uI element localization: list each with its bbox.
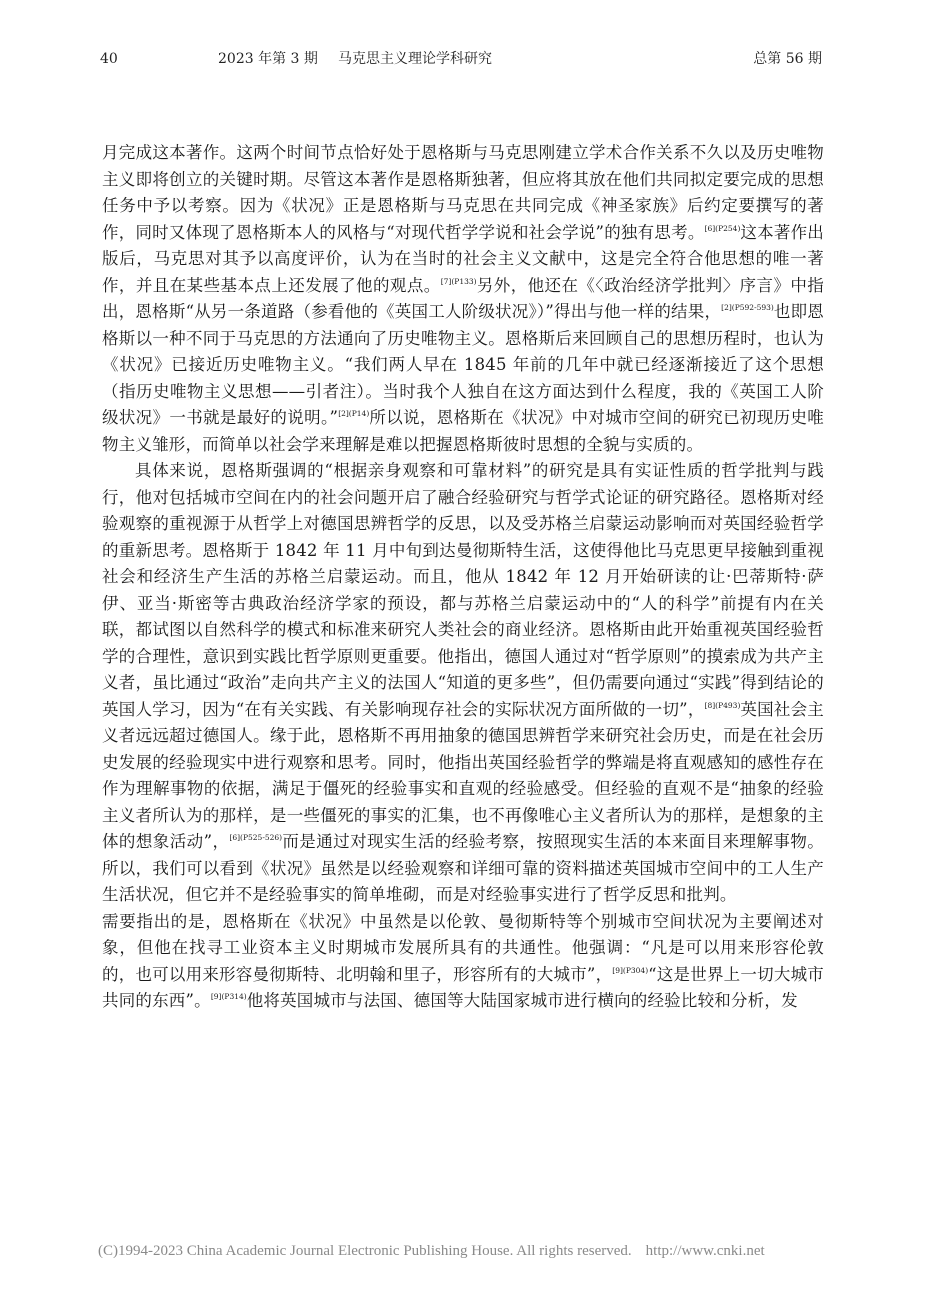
citation-ref: [2](P592-593) xyxy=(721,303,774,312)
page-number: 40 xyxy=(100,51,118,67)
paragraph-text: 需要指出的是，恩格斯在《状况》中虽然是以伦敦、曼彻斯特等个别城市空间状况为主要阐述对象，但他在找寻工业资本主义时期城市发展所具有的共通性。他强调：“凡是可以用来形容伦敦的，也可以用来形容曼彻斯特、北明翰和里子，形容所有的大城市”， xyxy=(102,911,824,984)
total-issue-label: 总第 56 期 xyxy=(753,51,822,67)
citation-ref: [6](P254) xyxy=(704,223,741,233)
citation-ref: [7](P133) xyxy=(440,276,477,286)
paragraph xyxy=(102,458,824,909)
paragraph-text: 月完成这本著作。这两个时间节点恰好处于恩格斯与马克思刚建立学术合作关系不久以及历史唯物主义即将创立的关键时期。尽管这本著作是恩格斯独著，但应将其放在他们共同拟定要完成的思想任务中予以考察。因为《状况》正是恩格斯与马克思在共同完成《神圣家族》后约定要撰写的著作，同时又体现了恩格斯本人的风格与“对现代哲学学说和社会学说”的独有思考。 xyxy=(102,143,824,242)
paragraph xyxy=(102,140,824,458)
copyright-footer xyxy=(98,1240,858,1262)
running-header xyxy=(100,48,822,70)
paragraph-text: 而是通过对现实生活的经验考察，按照现实生活的本来面目来理解事物。所以，我们可以看到《状况》虽然是以经验观察和详细可靠的资料描述英国城市空间中的工人生产生活状况，但它并不是经验事实的简单堆砌，而是对经验事实进行了哲学反思和批判。 xyxy=(102,832,824,904)
copyright-text: (C)1994-2023 China Academic Journal Electronic Publishing House. All rights reserved. xyxy=(98,1243,632,1259)
footer-link[interactable]: http://www.cnki.net xyxy=(645,1243,765,1259)
paragraph-text: 也即恩格斯以一种不同于马克思的方法通向了历史唯物主义。恩格斯后来回顾自己的思想历程时，也认为《状况》已接近历史唯物主义。“我们两人早在 1845 年前的几年中就已经逐渐接近了这个思想（指历史唯物主义思想——引者注）。当时我个人独自在这方面达到什么程度，我的《英国工人阶级状况》一书就是最好的说明。” xyxy=(102,302,824,427)
citation-ref: [9](P314) xyxy=(210,992,247,1001)
citation-ref: [6](P525-526) xyxy=(229,833,283,842)
paragraph-text: 所以说，恩格斯在《状况》中对城市空间的研究已初现历史唯物主义雏形，而简单以社会学来理解是难以把握恩格斯彼时思想的全貌与实质的。 xyxy=(102,408,825,454)
citation-ref: [9](P304) xyxy=(612,965,649,975)
citation-ref: [2](P14) xyxy=(338,409,370,418)
paragraph xyxy=(102,909,824,1015)
paragraph-text: “这是世界上一切大城市共同的东西”。 xyxy=(102,964,824,1010)
journal-title: 马克思主义理论学科研究 xyxy=(338,51,492,67)
issue-label: 2023 年第 3 期 xyxy=(218,51,318,67)
citation-ref: [8](P493) xyxy=(704,700,741,710)
paragraph-text: 具体来说，恩格斯强调的“根据亲身观察和可靠材料”的研究是具有实证性质的哲学批判与践行，他对包括城市空间在内的社会问题开启了融合经验研究与哲学式论证的研究路径。恩格斯对经验观察的重视源于从哲学上对德国思辨哲学的反思，以及受苏格兰启蒙运动影响而对英国经验哲学的重新思考。恩格斯于 1842 年 11 月中旬到达曼彻斯特生活，这使得他比马克思更早接触到重视社会和经济生产生活的苏格兰启蒙运动。而且，他从 1842 年 12 月开始研读的让·巴蒂斯特·萨伊、亚当·斯密等古典政治经济学家的预设，都与苏格兰启蒙运动中的“人的科学”前提有内在关联，都试图以自然科学的模式和标准来研究人类社会的商业经济。恩格斯由此开始重视英国经验哲学的合理性，意识到实践比哲学原则更重要。他指出，德国人通过对“哲学原则”的摸索成为共产主义者，虽比通过“政治”走向共产主义的法国人“知道的更多些”，但仍需要向通过“实践”得到结论的英国人学习，因为“在有关实践、有关影响现存社会的实际状况方面所做的一切”， xyxy=(102,461,824,719)
paragraph-text: 英国社会主义者远远超过德国人。缘于此，恩格斯不再用抽象的德国思辨哲学来研究社会历史，而是在社会历史发展的经验现实中进行观察和思考。同时，他指出英国经验哲学的弊端是将直观感知的感性存在作为理解事物的依据，满足于僵死的经验事实和直观的经验感受。但经验的直观不是“抽象的经验主义者所认为的那样，是一些僵死的事实的汇集，也不再像唯心主义者所认为的那样，是想象的主体的想象活动”， xyxy=(102,699,824,851)
paragraph-text: 另外，他还在《〈政治经济学批判〉序言》中指出，恩格斯“从另一条道路（参看他的《英国工人阶级状况》）”得出与他一样的结果， xyxy=(102,275,824,321)
paragraph-text: 这本著作出版后，马克思对其予以高度评价，认为在当时的社会主义文献中，这是完全符合他思想的唯一著作，并且在某些基本点上还发展了他的观点。 xyxy=(102,222,824,295)
paragraph-text: 他将英国城市与法国、德国等大陆国家城市进行横向的经验比较和分析，发 xyxy=(246,991,798,1010)
article-body xyxy=(102,140,824,1015)
